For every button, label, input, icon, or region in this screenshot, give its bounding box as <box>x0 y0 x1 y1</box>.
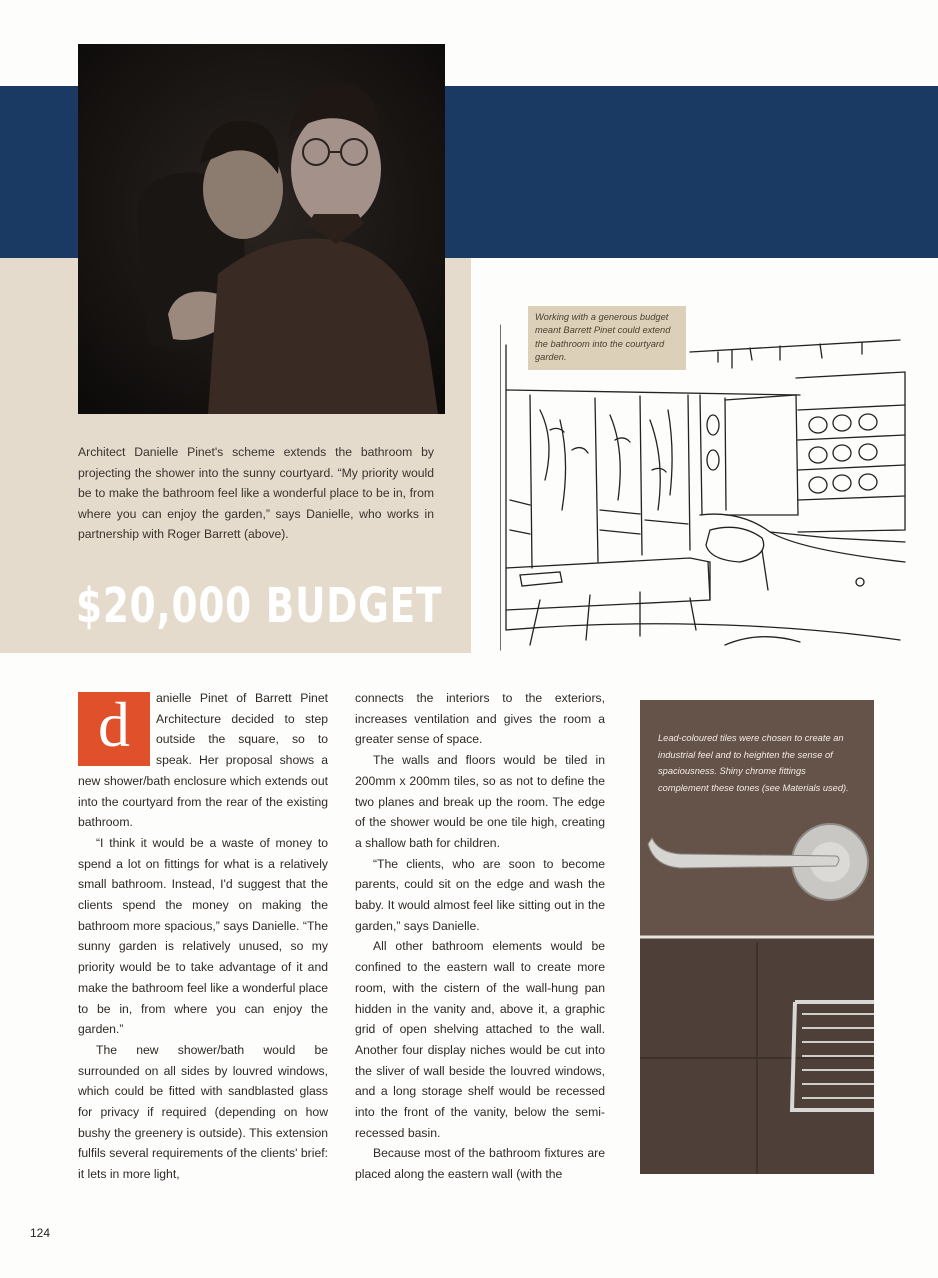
article-paragraph: The new shower/bath would be surrounded on all sides by louvred windows, which could be fitted with sandblasted glass for privacy if required (depending on how bushy the greenery is outside). This extension fulfils several requirements of the clients' brief: it lets in more light, <box>78 1042 328 1182</box>
budget-headline: $20,000 BUDGET <box>76 578 443 634</box>
article-paragraph: “The clients, who are soon to become parents, could sit on the edge and wash the baby. It would almost feel like sitting out in the garden,” says Danielle. <box>355 856 605 933</box>
page-number: 124 <box>30 1226 51 1240</box>
article-paragraph: “I think it would be a waste of money to spend a lot on fittings for what is a relatively small bathroom. Instead, I'd suggest that the clients spend the money on making the bathroom more spacious,” says Danielle. “The sunny garden is relatively unused, so my priority would be to take advantage of it and make the bathroom feel like a wonderful place to be in, from where you can enjoy the garden.” <box>78 835 328 1037</box>
article-column-2 <box>355 688 605 1185</box>
article-paragraph: Because most of the bathroom fixtures are placed along the eastern wall (with the <box>355 1146 605 1182</box>
tiles-caption: Lead-coloured tiles were chosen to create an industrial feel and to heighten the sense of spaciousness. Shiny chrome fittings complement these tones (see Materials used). <box>658 733 849 793</box>
article-paragraph: The walls and floors would be tiled in 200mm x 200mm tiles, so as not to define the two planes and break up the room. The edge of the shower would be one tile high, creating a shallow bath for children. <box>355 753 605 850</box>
portrait-photo <box>78 44 445 414</box>
article-paragraph: connects the interiors to the exteriors, increases ventilation and gives the room a greater sense of space. <box>355 691 605 747</box>
article-column-1 <box>78 688 328 1185</box>
drop-cap: d <box>78 692 150 766</box>
article-paragraph: All other bathroom elements would be confined to the eastern wall to create more room, with the cistern of the wall-hung pan hidden in the vanity and, above it, a graphic grid of open shelving attached to the wall. Another four display niches would be cut into the sliver of wall beside the louvred windows, and a long storage shelf would be recessed into the front of the vanity, below the semi-recessed basin. <box>355 939 605 1140</box>
portrait-caption: Architect Danielle Pinet's scheme extends the bathroom by projecting the shower into the sunny courtyard. “My priority would be to make the bathroom feel like a wonderful place to be in, from where you can enjoy the garden,” says Danielle, who works in partnership with Roger Barrett (above). <box>78 445 434 541</box>
article-paragraph: anielle Pinet of Barrett Pinet Architecture decided to step outside the square, so to speak. Her proposal shows a new shower/bath enclosure which extends out into the courtyard from the rear of the existing bathroom. <box>78 691 328 830</box>
sketch-caption: Working with a generous budget meant Barrett Pinet could extend the bathroom into the courtyard garden. <box>528 306 686 370</box>
